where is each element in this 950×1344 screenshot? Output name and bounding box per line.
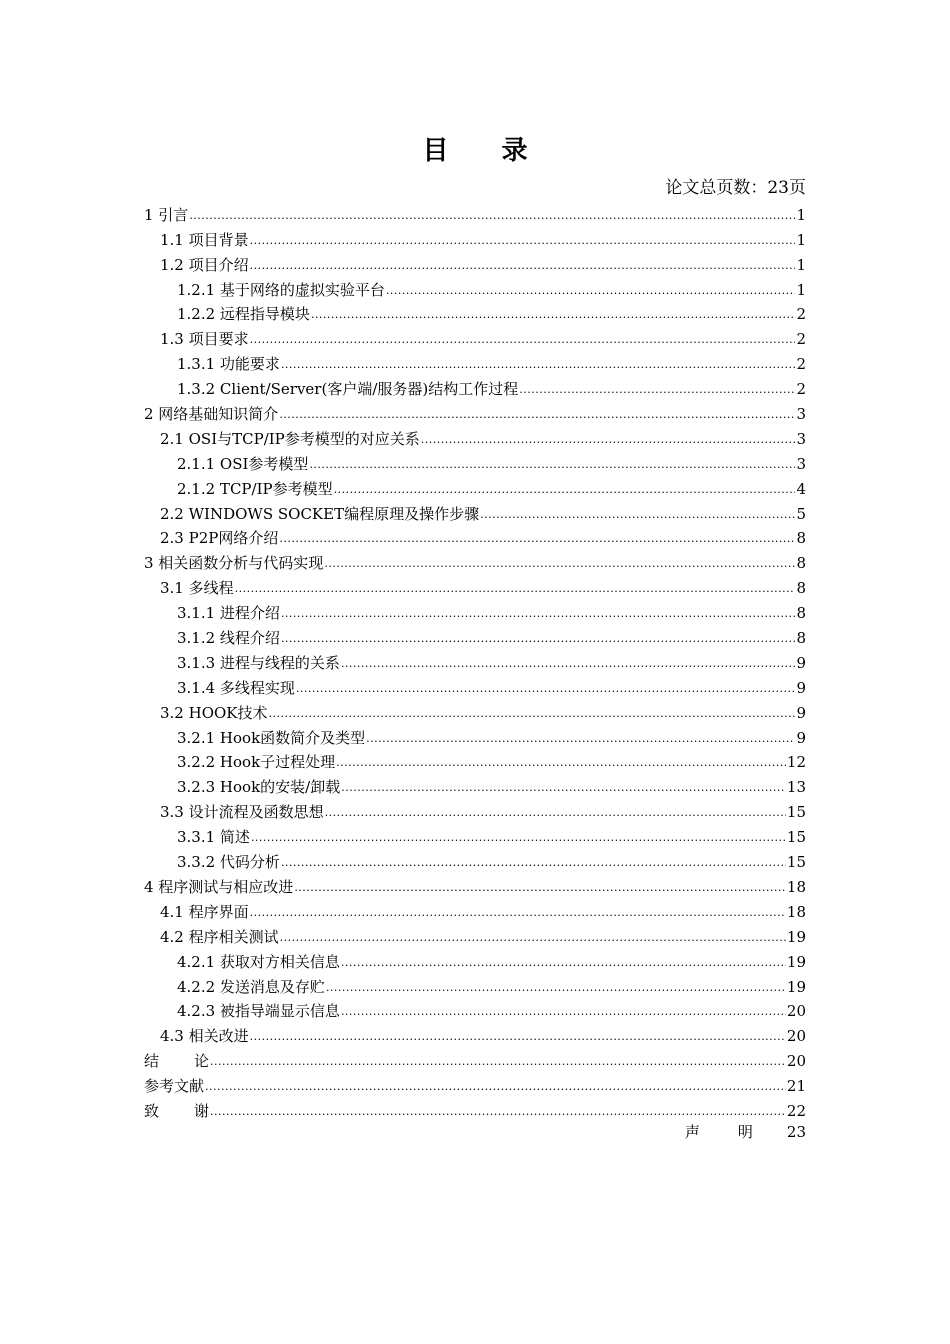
toc-entry-label: 3.2.1 Hook函数简介及类型 bbox=[177, 728, 366, 747]
toc-entry-page: 13 bbox=[786, 778, 806, 797]
toc-entry-page: 15 bbox=[786, 853, 806, 872]
toc-leader-dots bbox=[189, 210, 795, 222]
toc-leader-dots bbox=[280, 932, 786, 944]
toc-entry-page: 20 bbox=[786, 1002, 806, 1021]
toc-entry[interactable] bbox=[144, 573, 806, 598]
total-pages-note: 论文总页数：23页 bbox=[665, 178, 806, 198]
toc-leader-dots bbox=[210, 1106, 786, 1118]
toc-entry-page: 19 bbox=[786, 952, 806, 971]
toc-entry-page: 3 bbox=[796, 429, 806, 448]
toc-entry[interactable] bbox=[144, 922, 806, 947]
toc-entry-page: 9 bbox=[796, 678, 806, 697]
toc-entry[interactable] bbox=[144, 548, 806, 573]
toc-entry[interactable] bbox=[144, 673, 806, 698]
toc-leader-dots bbox=[386, 285, 796, 297]
toc-leader-dots bbox=[250, 907, 786, 919]
toc-entry-page: 12 bbox=[786, 753, 806, 772]
toc-entry-page: 18 bbox=[786, 902, 806, 921]
toc-leader-dots bbox=[309, 459, 795, 471]
toc-entry-page: 21 bbox=[786, 1077, 806, 1096]
toc-entry-label: 3.1.1 进程介绍 bbox=[177, 604, 280, 623]
toc-entry-label: 1.3 项目要求 bbox=[160, 330, 249, 349]
toc-entry[interactable] bbox=[144, 723, 806, 748]
toc-entry-page: 3 bbox=[796, 405, 806, 424]
toc-entry[interactable] bbox=[144, 474, 806, 499]
toc-entry-label: 2.2 WINDOWS SOCKET编程原理及操作步骤 bbox=[160, 504, 480, 523]
toc-entry-label: 2.1.2 TCP/IP参考模型 bbox=[177, 479, 333, 498]
toc-leader-dots bbox=[250, 260, 796, 272]
toc-entry-label: 1.2 项目介绍 bbox=[160, 255, 249, 274]
toc-entry-label: 4.1 程序界面 bbox=[160, 902, 249, 921]
toc-entry-page: 20 bbox=[786, 1052, 806, 1071]
toc-entry[interactable] bbox=[144, 772, 806, 797]
toc-entry-label: 3.3.1 简述 bbox=[177, 828, 250, 847]
toc-entry-label: 3.3 设计流程及函数思想 bbox=[160, 803, 324, 822]
toc-leader-dots bbox=[311, 309, 796, 321]
toc-entry[interactable] bbox=[144, 374, 806, 399]
table-of-contents bbox=[144, 200, 806, 1121]
toc-leader-dots bbox=[366, 733, 795, 745]
toc-entry-page: 9 bbox=[796, 703, 806, 722]
toc-entry[interactable] bbox=[144, 947, 806, 972]
toc-leader-dots bbox=[341, 658, 796, 670]
toc-entry-page: 2 bbox=[796, 380, 806, 399]
toc-leader-dots bbox=[279, 409, 795, 421]
toc-entry[interactable] bbox=[144, 1096, 806, 1121]
toc-leader-dots bbox=[325, 807, 786, 819]
toc-entry[interactable] bbox=[144, 748, 806, 773]
toc-entry-page: 19 bbox=[786, 927, 806, 946]
toc-entry[interactable] bbox=[144, 847, 806, 872]
toc-entry-page: 22 bbox=[786, 1101, 806, 1120]
toc-entry-page: 8 bbox=[796, 529, 806, 548]
toc-leader-dots bbox=[324, 558, 795, 570]
toc-entry-label: 4.2.3 被指导端显示信息 bbox=[177, 1002, 340, 1021]
toc-entry-label: 2.3 P2P网络介绍 bbox=[160, 529, 279, 548]
toc-entry-label: 3.2.3 Hook的安装/卸载 bbox=[177, 778, 341, 797]
toc-entry-label: 1.1 项目背景 bbox=[160, 230, 249, 249]
toc-leader-dots bbox=[341, 1006, 786, 1018]
toc-entry[interactable] bbox=[144, 349, 806, 374]
toc-entry-page: 15 bbox=[786, 803, 806, 822]
toc-leader-dots bbox=[250, 334, 796, 346]
toc-leader-dots bbox=[296, 683, 796, 695]
toc-entry-page: 15 bbox=[786, 828, 806, 847]
toc-entry[interactable] bbox=[144, 250, 806, 275]
toc-entry-label-b: 明 bbox=[737, 1123, 753, 1141]
toc-entry-page: 19 bbox=[786, 977, 806, 996]
toc-entry-label: 1.3.2 Client/Server(客户端/服务器)结构工作过程 bbox=[177, 380, 519, 399]
toc-entry-page: 2 bbox=[796, 305, 806, 324]
toc-entry-label: 3.1 多线程 bbox=[160, 579, 234, 598]
toc-entry-label: 1.2.2 远程指导模块 bbox=[177, 305, 310, 324]
toc-entry[interactable] bbox=[144, 1071, 806, 1096]
toc-entry-page: 1 bbox=[796, 230, 806, 249]
toc-entry[interactable] bbox=[144, 499, 806, 524]
toc-entry-page: 4 bbox=[796, 479, 806, 498]
toc-entry[interactable] bbox=[144, 424, 806, 449]
toc-entry[interactable] bbox=[144, 698, 806, 723]
toc-leader-dots bbox=[281, 608, 796, 620]
toc-entry-page: 1 bbox=[796, 280, 806, 299]
toc-entry-label: 2 网络基础知识简介 bbox=[144, 405, 279, 424]
toc-entry-label: 3.1.4 多线程实现 bbox=[177, 678, 295, 697]
toc-leader-dots bbox=[326, 982, 786, 994]
toc-entry[interactable] bbox=[144, 275, 806, 300]
toc-entry-label: 4.2 程序相关测试 bbox=[160, 927, 279, 946]
toc-entry-label: 参考文献 bbox=[144, 1077, 205, 1096]
toc-entry[interactable] bbox=[144, 897, 806, 922]
toc-entry-label: 3 相关函数分析与代码实现 bbox=[144, 554, 324, 573]
toc-leader-dots bbox=[251, 832, 786, 844]
toc-entry-page: 8 bbox=[796, 554, 806, 573]
toc-entry-page: 23 bbox=[786, 1123, 806, 1141]
toc-entry-label: 1 引言 bbox=[144, 205, 189, 224]
toc-entry-label: 1.2.1 基于网络的虚拟实验平台 bbox=[177, 280, 385, 299]
toc-entry-label-a: 声 bbox=[684, 1123, 700, 1141]
toc-entry[interactable] bbox=[144, 399, 806, 424]
toc-leader-dots bbox=[421, 434, 796, 446]
toc-entry[interactable] bbox=[144, 524, 806, 549]
toc-entry-label: 4.2.1 获取对方相关信息 bbox=[177, 952, 340, 971]
toc-entry-label: 4.2.2 发送消息及存贮 bbox=[177, 977, 325, 996]
toc-entry-page: 5 bbox=[796, 504, 806, 523]
toc-entry[interactable] bbox=[144, 822, 806, 847]
toc-entry[interactable] bbox=[144, 872, 806, 897]
toc-entry[interactable] bbox=[144, 324, 806, 349]
toc-entry[interactable] bbox=[144, 449, 806, 474]
toc-leader-dots bbox=[341, 957, 786, 969]
toc-entry-page: 9 bbox=[796, 653, 806, 672]
toc-leader-dots bbox=[269, 708, 796, 720]
toc-entry-page: 8 bbox=[796, 604, 806, 623]
toc-entry[interactable] bbox=[144, 997, 806, 1022]
toc-leader-dots bbox=[281, 633, 796, 645]
toc-entry-label: 3.1.2 线程介绍 bbox=[177, 629, 280, 648]
toc-entry[interactable] bbox=[144, 225, 806, 250]
toc-entry-label: 4 程序测试与相应改进 bbox=[144, 877, 294, 896]
toc-leader-dots bbox=[281, 359, 796, 371]
toc-entry[interactable] bbox=[144, 200, 806, 225]
toc-leader-dots bbox=[281, 857, 786, 869]
toc-leader-dots bbox=[210, 1056, 786, 1068]
toc-entry-label: 结 论 bbox=[144, 1052, 210, 1071]
toc-leader-dots bbox=[250, 1031, 786, 1043]
toc-entry-label: 2.1 OSI与TCP/IP参考模型的对应关系 bbox=[160, 429, 420, 448]
toc-entry-label: 4.3 相关改进 bbox=[160, 1027, 249, 1046]
toc-entry[interactable] bbox=[144, 797, 806, 822]
toc-entry[interactable] bbox=[144, 598, 806, 623]
toc-entry-page: 9 bbox=[796, 728, 806, 747]
toc-leader-dots bbox=[336, 757, 786, 769]
toc-entry[interactable] bbox=[144, 300, 806, 325]
toc-leader-dots bbox=[480, 509, 795, 521]
toc-entry-page: 3 bbox=[796, 454, 806, 473]
toc-entry-label: 3.3.2 代码分析 bbox=[177, 853, 280, 872]
toc-entry-label: 3.2.2 Hook子过程处理 bbox=[177, 753, 336, 772]
toc-entry-page: 18 bbox=[786, 877, 806, 896]
toc-entry-label: 2.1.1 OSI参考模型 bbox=[177, 454, 309, 473]
toc-title: 目 录 bbox=[422, 136, 550, 166]
toc-entry[interactable] bbox=[144, 1021, 806, 1046]
toc-entry-page: 1 bbox=[796, 255, 806, 274]
toc-leader-dots bbox=[279, 533, 795, 545]
toc-leader-dots bbox=[334, 484, 796, 496]
toc-entry[interactable] bbox=[144, 623, 806, 648]
toc-entry[interactable] bbox=[144, 648, 806, 673]
toc-entry[interactable] bbox=[144, 1046, 806, 1071]
toc-leader-dots bbox=[519, 384, 795, 396]
toc-entry-statement[interactable] bbox=[685, 1122, 806, 1142]
toc-entry[interactable] bbox=[144, 972, 806, 997]
toc-entry-page: 8 bbox=[796, 629, 806, 648]
toc-entry-label: 1.3.1 功能要求 bbox=[177, 355, 280, 374]
toc-entry-page: 8 bbox=[796, 579, 806, 598]
toc-entry-page: 1 bbox=[796, 205, 806, 224]
toc-entry-page: 20 bbox=[786, 1027, 806, 1046]
toc-leader-dots bbox=[235, 583, 796, 595]
toc-entry-page: 2 bbox=[796, 355, 806, 374]
toc-entry-page: 2 bbox=[796, 330, 806, 349]
toc-entry-label: 致 谢 bbox=[144, 1101, 210, 1120]
toc-leader-dots bbox=[294, 882, 786, 894]
toc-entry-label: 3.2 HOOK技术 bbox=[160, 703, 268, 722]
toc-entry-label: 3.1.3 进程与线程的关系 bbox=[177, 653, 340, 672]
toc-leader-dots bbox=[341, 782, 786, 794]
toc-leader-dots bbox=[205, 1081, 786, 1093]
toc-leader-dots bbox=[250, 235, 796, 247]
